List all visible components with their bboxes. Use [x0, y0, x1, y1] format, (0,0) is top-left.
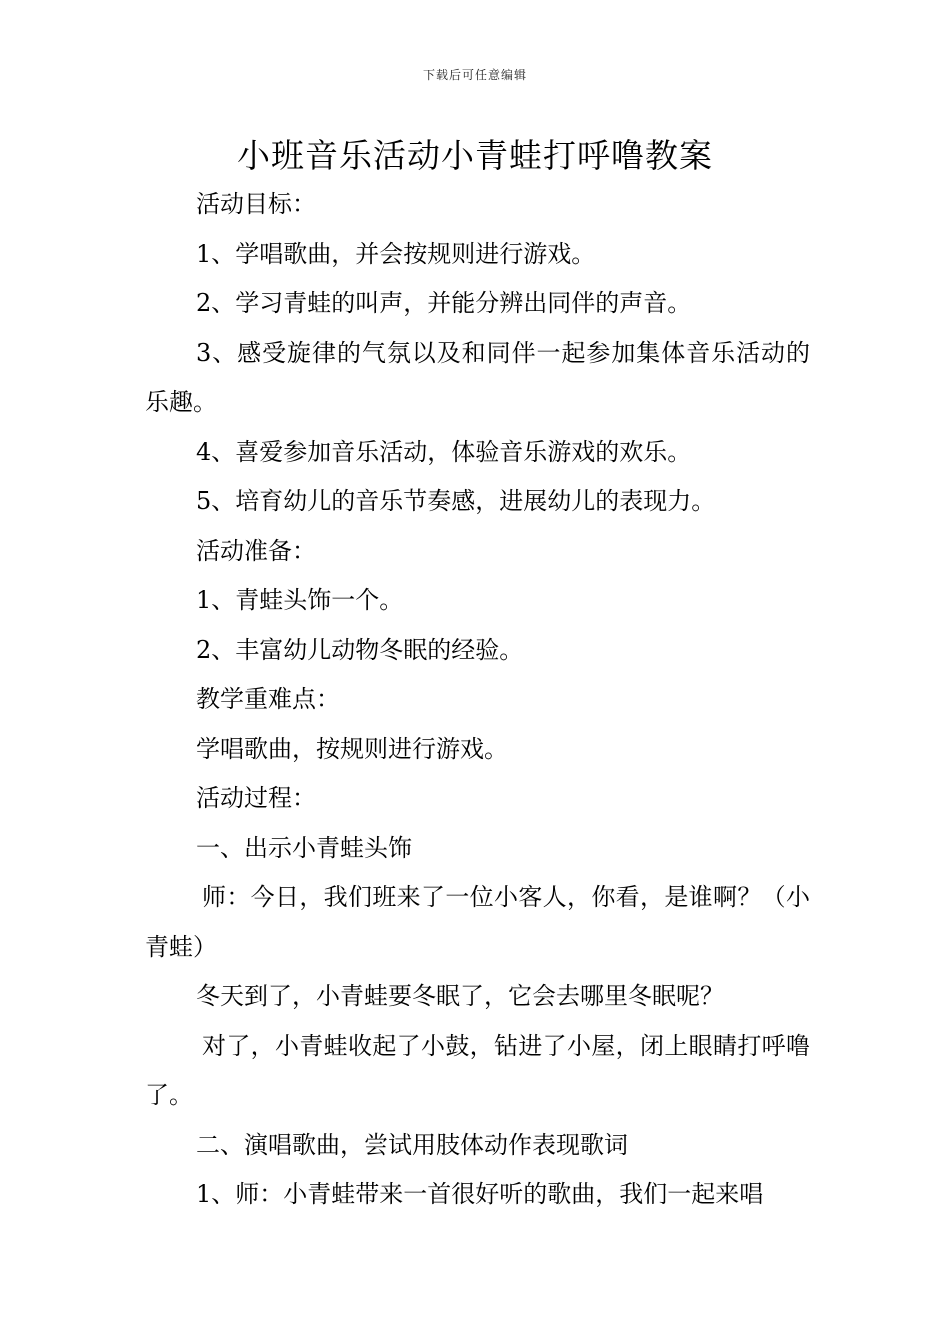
goal-item-1: 1、学唱歌曲，并会按规则进行游戏。	[196, 239, 596, 268]
preparation-item-2: 2、丰富幼儿动物冬眠的经验。	[196, 635, 524, 664]
goal-item-3: 3、感受旋律的气氛以及和同伴一起参加集体音乐活动的乐趣。	[145, 338, 810, 416]
goal-item-4: 4、喜爱参加音乐活动，体验音乐游戏的欢乐。	[196, 437, 692, 466]
preparation-item-1: 1、青蛙头饰一个。	[196, 586, 404, 614]
goal-item-2: 2、学习青蛙的叫声，并能分辨出同伴的声音。	[196, 289, 692, 317]
process-step-2: 二、演唱歌曲，尝试用肢体动作表现歌词	[196, 1130, 628, 1159]
document-body	[145, 180, 810, 1220]
teacher-line-1: 师：今日，我们班来了一位小客人，你看，是谁啊？（小青蛙）	[145, 883, 810, 961]
document-title: 小班音乐活动小青蛙打呼噜教案	[237, 136, 713, 175]
teacher-line-3: 对了，小青蛙收起了小鼓，钻进了小屋，闭上眼睛打呼噜了。	[145, 1031, 810, 1109]
teacher-line-2: 冬天到了，小青蛙要冬眠了，它会去哪里冬眠呢？	[196, 982, 724, 1010]
section-heading-process: 活动过程：	[196, 784, 316, 812]
section-heading-goals: 活动目标：	[196, 190, 316, 218]
process-step-1: 一、出示小青蛙头饰	[196, 833, 412, 862]
header-note: 下载后可任意编辑	[422, 68, 527, 82]
process-step-2-item-1: 1、师：小青蛙带来一首很好听的歌曲，我们一起来唱	[196, 1180, 764, 1208]
section-heading-key-points: 教学重难点：	[196, 685, 340, 713]
goal-item-5: 5、培育幼儿的音乐节奏感，进展幼儿的表现力。	[196, 487, 716, 515]
section-heading-preparation: 活动准备：	[196, 536, 316, 565]
key-points-text: 学唱歌曲，按规则进行游戏。	[196, 734, 508, 763]
